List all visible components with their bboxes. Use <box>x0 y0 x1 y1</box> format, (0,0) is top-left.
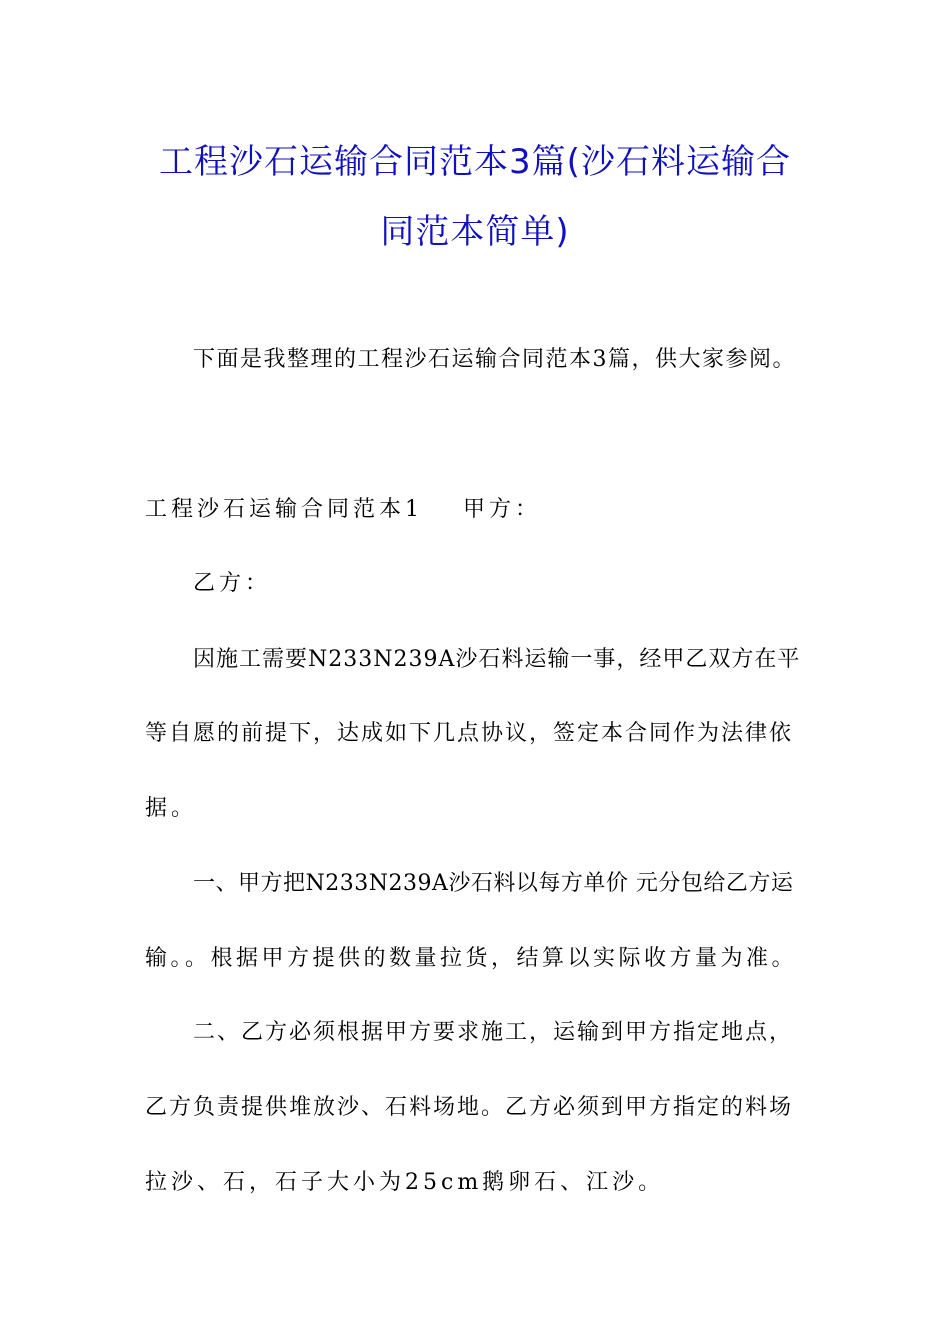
paragraph-1-line-2: 等自愿的前提下，达成如下几点协议，签定本合同作为法律依 <box>145 721 794 746</box>
section-heading: 工程沙石运输合同范本1 <box>145 497 423 522</box>
paragraph-2-line-2: 输。。根据甲方提供的数量拉货，结算以实际收方量为准。 <box>145 946 798 971</box>
party-a-label: 甲方： <box>463 497 542 522</box>
section-heading-row <box>145 494 805 526</box>
document-title-line-1: 工程沙石运输合同范本3篇(沙石料运输合 <box>159 142 791 182</box>
paragraph-3-line-3: 拉沙、石，石子大小为25cm鹅卵石、江沙。 <box>145 1170 665 1195</box>
intro-paragraph: 下面是我整理的工程沙石运输合同范本3篇，供大家参阅。 <box>193 347 796 372</box>
paragraph-2-line-1: 一、甲方把N233N239A沙石料以每方单价 元分包给乙方运 <box>193 871 794 896</box>
paragraph-3-line-1: 二、乙方必须根据甲方要求施工，运输到甲方指定地点， <box>193 1020 794 1045</box>
paragraph-1-line-3: 据。 <box>145 796 198 821</box>
paragraph-3-line-2: 乙方负责提供堆放沙、石料场地。乙方必须到甲方指定的料场 <box>145 1095 794 1120</box>
party-b-label: 乙方： <box>193 571 272 596</box>
document-title-line-2: 同范本简单) <box>380 212 570 252</box>
paragraph-1-line-1: 因施工需要N233N239A沙石料运输一事，经甲乙双方在平 <box>193 647 801 672</box>
